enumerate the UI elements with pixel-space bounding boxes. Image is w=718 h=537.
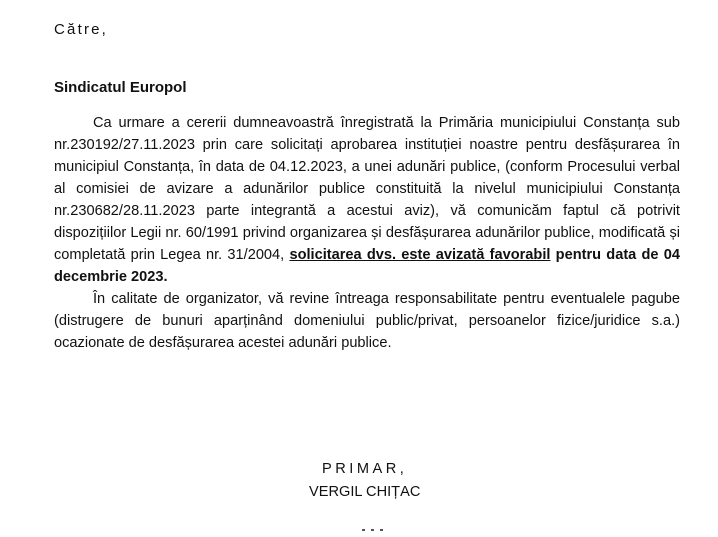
approval-highlight: solicitarea dvs. este avizată favorabil: [289, 247, 551, 263]
paragraph-1-separator: ,: [280, 247, 290, 263]
signature-title: PRIMAR,: [322, 461, 408, 477]
paragraph-1-text: Ca urmare a cererii dumneavoastră înregistrată la Primăria municipiului Constanța sub nr.230192/27.11.2023 prin care solicitați aprobarea instituției noastre pentru desfășurarea în municipiul Constanța, în data de 04.12.2023, a unei adunări publice, (conform Procesului verbal al comisiei de avizare a adunărilor publice constituită la nivelul municipiului Constanța nr.230682/28.11.2023 parte integrantă a acestui aviz), vă comunicăm faptul că potrivit dispozițiilor Legii nr. 60/1991 privind organizarea și desfășurarea adunărilor publice, modificată și completată prin Legea nr. 31/2004: [54, 115, 680, 263]
paragraph-1: [54, 112, 680, 288]
recipient-name: Sindicatul Europol: [54, 79, 187, 96]
approval-date: pentru data de 04 decembrie 2023.: [54, 247, 681, 285]
salutation: Către,: [54, 21, 109, 38]
signature-name: VERGIL CHIȚAC: [309, 484, 421, 500]
letter-body: [54, 112, 680, 354]
signature-block: [300, 458, 450, 504]
stamp-residue: [362, 518, 390, 522]
paragraph-2: În calitate de organizator, vă revine întreaga responsabilitate pentru eventualele pagube (distrugere de bunuri aparținând domeniului public/privat, persoanelor fizice/juridice s.a.) ocazionate de desfășurarea acestei adunări publice.: [54, 291, 680, 351]
